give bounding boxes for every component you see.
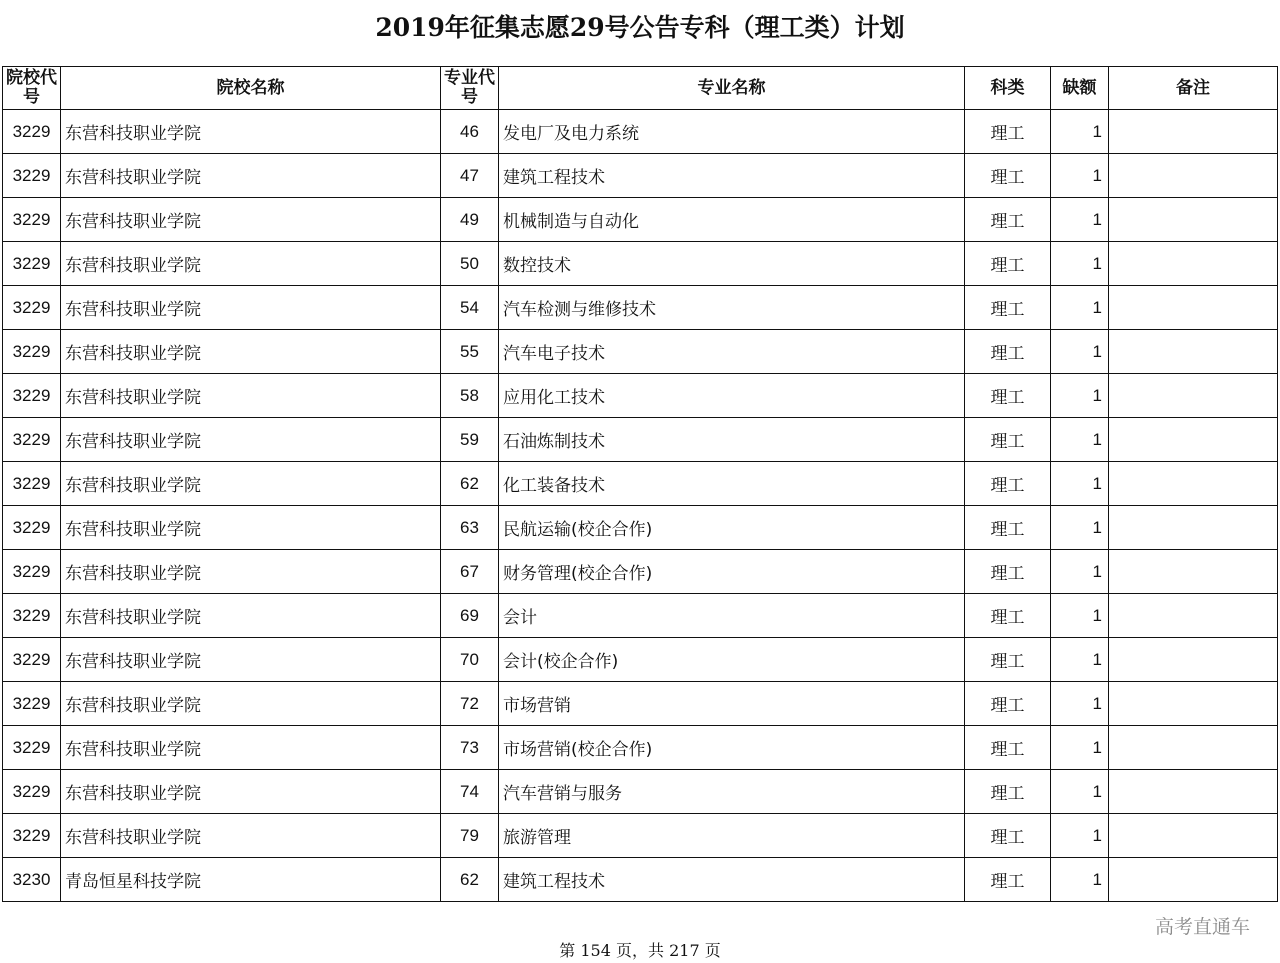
- cell-category: 理工: [965, 682, 1051, 726]
- cell-category: 理工: [965, 242, 1051, 286]
- cell-major-code: 49: [441, 198, 499, 242]
- table-row: [3, 682, 1278, 726]
- cell-school-code: 3229: [3, 594, 61, 638]
- cell-major-code: 58: [441, 374, 499, 418]
- cell-major-code: 70: [441, 638, 499, 682]
- page-title: 2019年征集志愿29号公告专科（理工类）计划: [375, 13, 905, 42]
- cell-major-name: 汽车检测与维修技术: [499, 286, 965, 330]
- cell-school-code: 3229: [3, 770, 61, 814]
- page-footer: 第 154 页，共 217 页: [559, 941, 721, 960]
- cell-vacancy: 1: [1051, 770, 1109, 814]
- cell-school-name: 东营科技职业学院: [61, 374, 441, 418]
- cell-remark: [1109, 506, 1278, 550]
- cell-school-code: 3229: [3, 506, 61, 550]
- cell-vacancy: 1: [1051, 814, 1109, 858]
- cell-category: 理工: [965, 418, 1051, 462]
- cell-remark: [1109, 858, 1278, 902]
- cell-category: 理工: [965, 770, 1051, 814]
- cell-school-code: 3229: [3, 110, 61, 154]
- cell-school-code: 3229: [3, 638, 61, 682]
- cell-school-code: 3230: [3, 858, 61, 902]
- cell-major-name: 汽车电子技术: [499, 330, 965, 374]
- table-row: [3, 286, 1278, 330]
- cell-school-code: 3229: [3, 726, 61, 770]
- cell-school-name: 东营科技职业学院: [61, 638, 441, 682]
- table-row: [3, 110, 1278, 154]
- header-school-code: 院校代号: [3, 67, 61, 110]
- cell-school-name: 东营科技职业学院: [61, 110, 441, 154]
- cell-category: 理工: [965, 506, 1051, 550]
- cell-major-name: 应用化工技术: [499, 374, 965, 418]
- cell-school-name: 东营科技职业学院: [61, 550, 441, 594]
- table-row: [3, 462, 1278, 506]
- cell-school-code: 3229: [3, 198, 61, 242]
- cell-school-name: 东营科技职业学院: [61, 418, 441, 462]
- cell-vacancy: 1: [1051, 198, 1109, 242]
- cell-category: 理工: [965, 638, 1051, 682]
- cell-category: 理工: [965, 198, 1051, 242]
- cell-vacancy: 1: [1051, 242, 1109, 286]
- cell-major-code: 54: [441, 286, 499, 330]
- header-school-name: 院校名称: [61, 67, 441, 110]
- table-row: [3, 330, 1278, 374]
- cell-major-code: 69: [441, 594, 499, 638]
- cell-vacancy: 1: [1051, 726, 1109, 770]
- cell-major-name: 数控技术: [499, 242, 965, 286]
- cell-remark: [1109, 638, 1278, 682]
- cell-school-name: 东营科技职业学院: [61, 506, 441, 550]
- cell-school-name: 东营科技职业学院: [61, 770, 441, 814]
- header-category: 科类: [965, 67, 1051, 110]
- cell-school-name: 东营科技职业学院: [61, 242, 441, 286]
- header-major-name: 专业名称: [499, 67, 965, 110]
- cell-remark: [1109, 550, 1278, 594]
- cell-vacancy: 1: [1051, 462, 1109, 506]
- cell-major-code: 73: [441, 726, 499, 770]
- table-row: [3, 726, 1278, 770]
- cell-major-code: 47: [441, 154, 499, 198]
- cell-school-code: 3229: [3, 418, 61, 462]
- cell-school-code: 3229: [3, 374, 61, 418]
- cell-school-name: 东营科技职业学院: [61, 198, 441, 242]
- table-row: [3, 374, 1278, 418]
- cell-category: 理工: [965, 330, 1051, 374]
- cell-vacancy: 1: [1051, 330, 1109, 374]
- cell-vacancy: 1: [1051, 110, 1109, 154]
- cell-major-code: 67: [441, 550, 499, 594]
- cell-category: 理工: [965, 726, 1051, 770]
- cell-major-name: 建筑工程技术: [499, 154, 965, 198]
- cell-vacancy: 1: [1051, 594, 1109, 638]
- cell-major-name: 市场营销(校企合作): [499, 726, 965, 770]
- cell-remark: [1109, 110, 1278, 154]
- header-vacancy: 缺额: [1051, 67, 1109, 110]
- cell-major-name: 财务管理(校企合作): [499, 550, 965, 594]
- cell-school-name: 东营科技职业学院: [61, 462, 441, 506]
- cell-category: 理工: [965, 550, 1051, 594]
- cell-school-code: 3229: [3, 550, 61, 594]
- cell-remark: [1109, 330, 1278, 374]
- plan-table: [2, 66, 1278, 902]
- cell-school-name: 东营科技职业学院: [61, 594, 441, 638]
- header-row: [3, 67, 1278, 110]
- cell-vacancy: 1: [1051, 418, 1109, 462]
- cell-school-name: 东营科技职业学院: [61, 682, 441, 726]
- cell-remark: [1109, 242, 1278, 286]
- cell-school-code: 3229: [3, 330, 61, 374]
- cell-category: 理工: [965, 286, 1051, 330]
- cell-major-code: 50: [441, 242, 499, 286]
- table-row: [3, 506, 1278, 550]
- cell-school-name: 东营科技职业学院: [61, 814, 441, 858]
- cell-school-code: 3229: [3, 814, 61, 858]
- cell-vacancy: 1: [1051, 286, 1109, 330]
- cell-category: 理工: [965, 462, 1051, 506]
- cell-major-name: 机械制造与自动化: [499, 198, 965, 242]
- table-row: [3, 154, 1278, 198]
- table-row: [3, 858, 1278, 902]
- cell-school-name: 东营科技职业学院: [61, 286, 441, 330]
- cell-major-code: 62: [441, 858, 499, 902]
- cell-vacancy: 1: [1051, 374, 1109, 418]
- cell-remark: [1109, 770, 1278, 814]
- cell-remark: [1109, 682, 1278, 726]
- table-row: [3, 550, 1278, 594]
- cell-vacancy: 1: [1051, 858, 1109, 902]
- cell-remark: [1109, 418, 1278, 462]
- cell-major-code: 46: [441, 110, 499, 154]
- cell-category: 理工: [965, 594, 1051, 638]
- cell-major-name: 发电厂及电力系统: [499, 110, 965, 154]
- cell-major-code: 59: [441, 418, 499, 462]
- table-row: [3, 198, 1278, 242]
- cell-vacancy: 1: [1051, 550, 1109, 594]
- header-major-code: 专业代号: [441, 67, 499, 110]
- cell-school-code: 3229: [3, 682, 61, 726]
- cell-major-code: 72: [441, 682, 499, 726]
- cell-category: 理工: [965, 374, 1051, 418]
- cell-vacancy: 1: [1051, 154, 1109, 198]
- cell-school-code: 3229: [3, 242, 61, 286]
- table-row: [3, 418, 1278, 462]
- cell-major-name: 化工装备技术: [499, 462, 965, 506]
- cell-major-name: 石油炼制技术: [499, 418, 965, 462]
- cell-major-code: 62: [441, 462, 499, 506]
- cell-school-name: 青岛恒星科技学院: [61, 858, 441, 902]
- cell-remark: [1109, 594, 1278, 638]
- cell-major-code: 55: [441, 330, 499, 374]
- cell-school-code: 3229: [3, 462, 61, 506]
- cell-remark: [1109, 286, 1278, 330]
- cell-category: 理工: [965, 814, 1051, 858]
- cell-remark: [1109, 154, 1278, 198]
- cell-remark: [1109, 814, 1278, 858]
- cell-school-code: 3229: [3, 154, 61, 198]
- cell-school-code: 3229: [3, 286, 61, 330]
- cell-school-name: 东营科技职业学院: [61, 154, 441, 198]
- cell-major-name: 汽车营销与服务: [499, 770, 965, 814]
- cell-major-name: 会计(校企合作): [499, 638, 965, 682]
- cell-major-name: 建筑工程技术: [499, 858, 965, 902]
- table-row: [3, 770, 1278, 814]
- cell-major-name: 会计: [499, 594, 965, 638]
- table-row: [3, 242, 1278, 286]
- cell-major-name: 民航运输(校企合作): [499, 506, 965, 550]
- cell-major-name: 旅游管理: [499, 814, 965, 858]
- cell-school-name: 东营科技职业学院: [61, 330, 441, 374]
- watermark: 高考直通车: [1154, 916, 1250, 938]
- cell-major-name: 市场营销: [499, 682, 965, 726]
- cell-vacancy: 1: [1051, 682, 1109, 726]
- cell-category: 理工: [965, 154, 1051, 198]
- cell-remark: [1109, 726, 1278, 770]
- cell-major-code: 63: [441, 506, 499, 550]
- header-remark: 备注: [1109, 67, 1278, 110]
- cell-remark: [1109, 198, 1278, 242]
- table-row: [3, 638, 1278, 682]
- cell-major-code: 79: [441, 814, 499, 858]
- cell-vacancy: 1: [1051, 638, 1109, 682]
- table-body: [3, 110, 1278, 902]
- table-row: [3, 594, 1278, 638]
- cell-category: 理工: [965, 110, 1051, 154]
- cell-remark: [1109, 462, 1278, 506]
- cell-vacancy: 1: [1051, 506, 1109, 550]
- cell-category: 理工: [965, 858, 1051, 902]
- cell-major-code: 74: [441, 770, 499, 814]
- cell-remark: [1109, 374, 1278, 418]
- table-row: [3, 814, 1278, 858]
- cell-school-name: 东营科技职业学院: [61, 726, 441, 770]
